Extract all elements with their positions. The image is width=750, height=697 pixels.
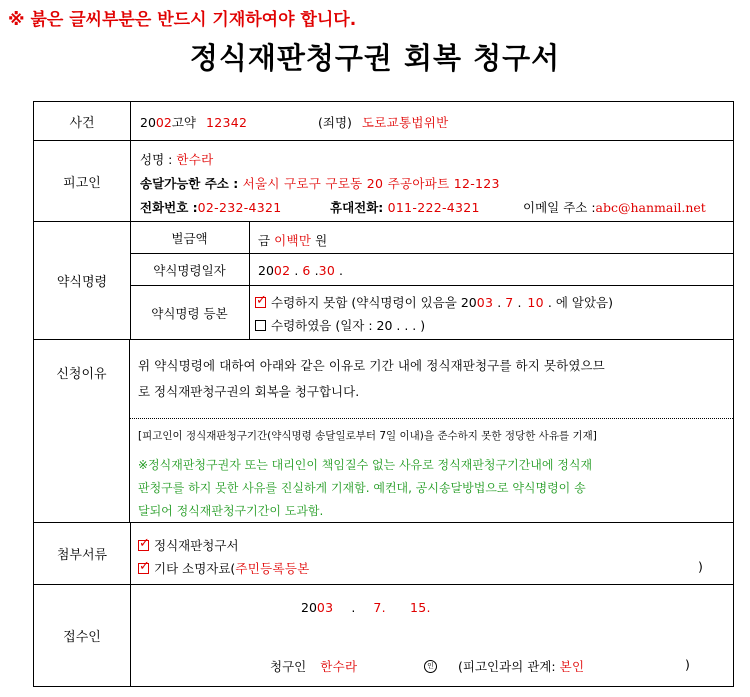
receipt-row: [34, 585, 733, 686]
checkbox-checked-icon[interactable]: [138, 540, 149, 551]
order-label: 약식명령: [34, 222, 131, 339]
order-copy-label: 약식명령 등본: [130, 286, 250, 340]
reason-row: [34, 340, 733, 523]
attachment-item-1[interactable]: ✓정식재판청구서: [138, 536, 239, 554]
reason-label: 신청이유: [34, 340, 130, 522]
case-label: 사건: [34, 102, 131, 140]
form-table: [33, 101, 734, 687]
fine-amount[interactable]: 금 이백만 원: [258, 233, 328, 248]
checkbox-checked-icon[interactable]: [138, 563, 149, 574]
reason-detail-3[interactable]: 달되어 정식재판청구기간이 도과함.: [138, 504, 324, 518]
relation[interactable]: (피고인과의 관계: 본인: [458, 659, 585, 674]
attachments-label: 첨부서류: [34, 523, 131, 584]
checkbox-icon[interactable]: [255, 320, 266, 331]
order-date-subrow: [130, 254, 733, 286]
defendant-row: [34, 141, 733, 222]
checkbox-checked-icon[interactable]: [255, 297, 266, 308]
defendant-label: 피고인: [34, 141, 131, 221]
receipt-date[interactable]: 2003 . 7. 15.: [301, 600, 431, 615]
claimant[interactable]: 청구인 한수라: [270, 659, 358, 674]
case-row: [34, 102, 733, 141]
case-number[interactable]: 2002고약 12342: [140, 115, 248, 130]
attachment-item-2-close: ): [698, 559, 703, 574]
defendant-name[interactable]: 성명 : 한수라: [140, 152, 214, 167]
notice-text: ※ 붉은 글씨부분은 반드시 기재하여야 합니다.: [8, 10, 357, 30]
receipt-label: 접수인: [34, 585, 131, 686]
reason-guide: [피고인이 정식재판청구기간(약식명령 송달일로부터 7일 이내)을 준수하지 못한 정당한 사유를 기재]: [138, 430, 597, 442]
order-date-label: 약식명령일자: [130, 254, 250, 285]
page-title: 정식재판청구권 회복 청구서: [189, 41, 561, 75]
defendant-address[interactable]: 송달가능한 주소 : 서울시 구로구 구로동 20 주공아파트 12-123: [140, 176, 500, 191]
reason-line-1: 위 약식명령에 대하여 아래와 같은 이유로 기간 내에 정식재판청구를 하지 못하였으므: [138, 358, 605, 373]
crime-name[interactable]: (죄명) 도로교통법위반: [318, 115, 449, 130]
attachments-row: [34, 523, 733, 585]
order-copy-subrow: [130, 286, 733, 340]
order-date[interactable]: 2002 . 6 .30 .: [258, 263, 344, 278]
seal-icon: 인: [424, 660, 437, 673]
reason-detail-2[interactable]: 판청구를 하지 못한 사유를 진실하게 기재함. 예컨대, 공시송달방법으로 약식명령이 송: [138, 481, 586, 495]
fine-subrow: [130, 222, 733, 254]
relation-close: ): [685, 657, 690, 672]
fine-label: 벌금액: [130, 222, 250, 253]
seal-mark: [424, 657, 437, 673]
order-row: [34, 222, 733, 340]
defendant-email[interactable]: 이메일 주소 :abc@hanmail.net: [523, 200, 706, 215]
attachment-item-2[interactable]: ✓기타 소명자료(주민등록등본: [138, 559, 310, 577]
defendant-phone[interactable]: 전화번호 :02-232-4321: [140, 200, 282, 215]
reason-divider: [130, 418, 733, 419]
defendant-mobile[interactable]: 휴대전화: 011-222-4321: [330, 200, 480, 215]
reason-detail-1[interactable]: ※정식재판청구권자 또는 대리인이 책임질수 없는 사유로 정식재판청구기간내에 정식재: [138, 458, 593, 472]
reason-line-2: 로 정식재판청구권의 회복을 청구합니다.: [138, 384, 360, 399]
copy-not-received-option[interactable]: ✓수령하지 못함 (약식명령이 있음을 2003 . 7 . 10 . 에 알았음): [255, 293, 613, 311]
copy-received-option[interactable]: 수령하였음 (일자 : 20 . . . ): [255, 316, 425, 334]
